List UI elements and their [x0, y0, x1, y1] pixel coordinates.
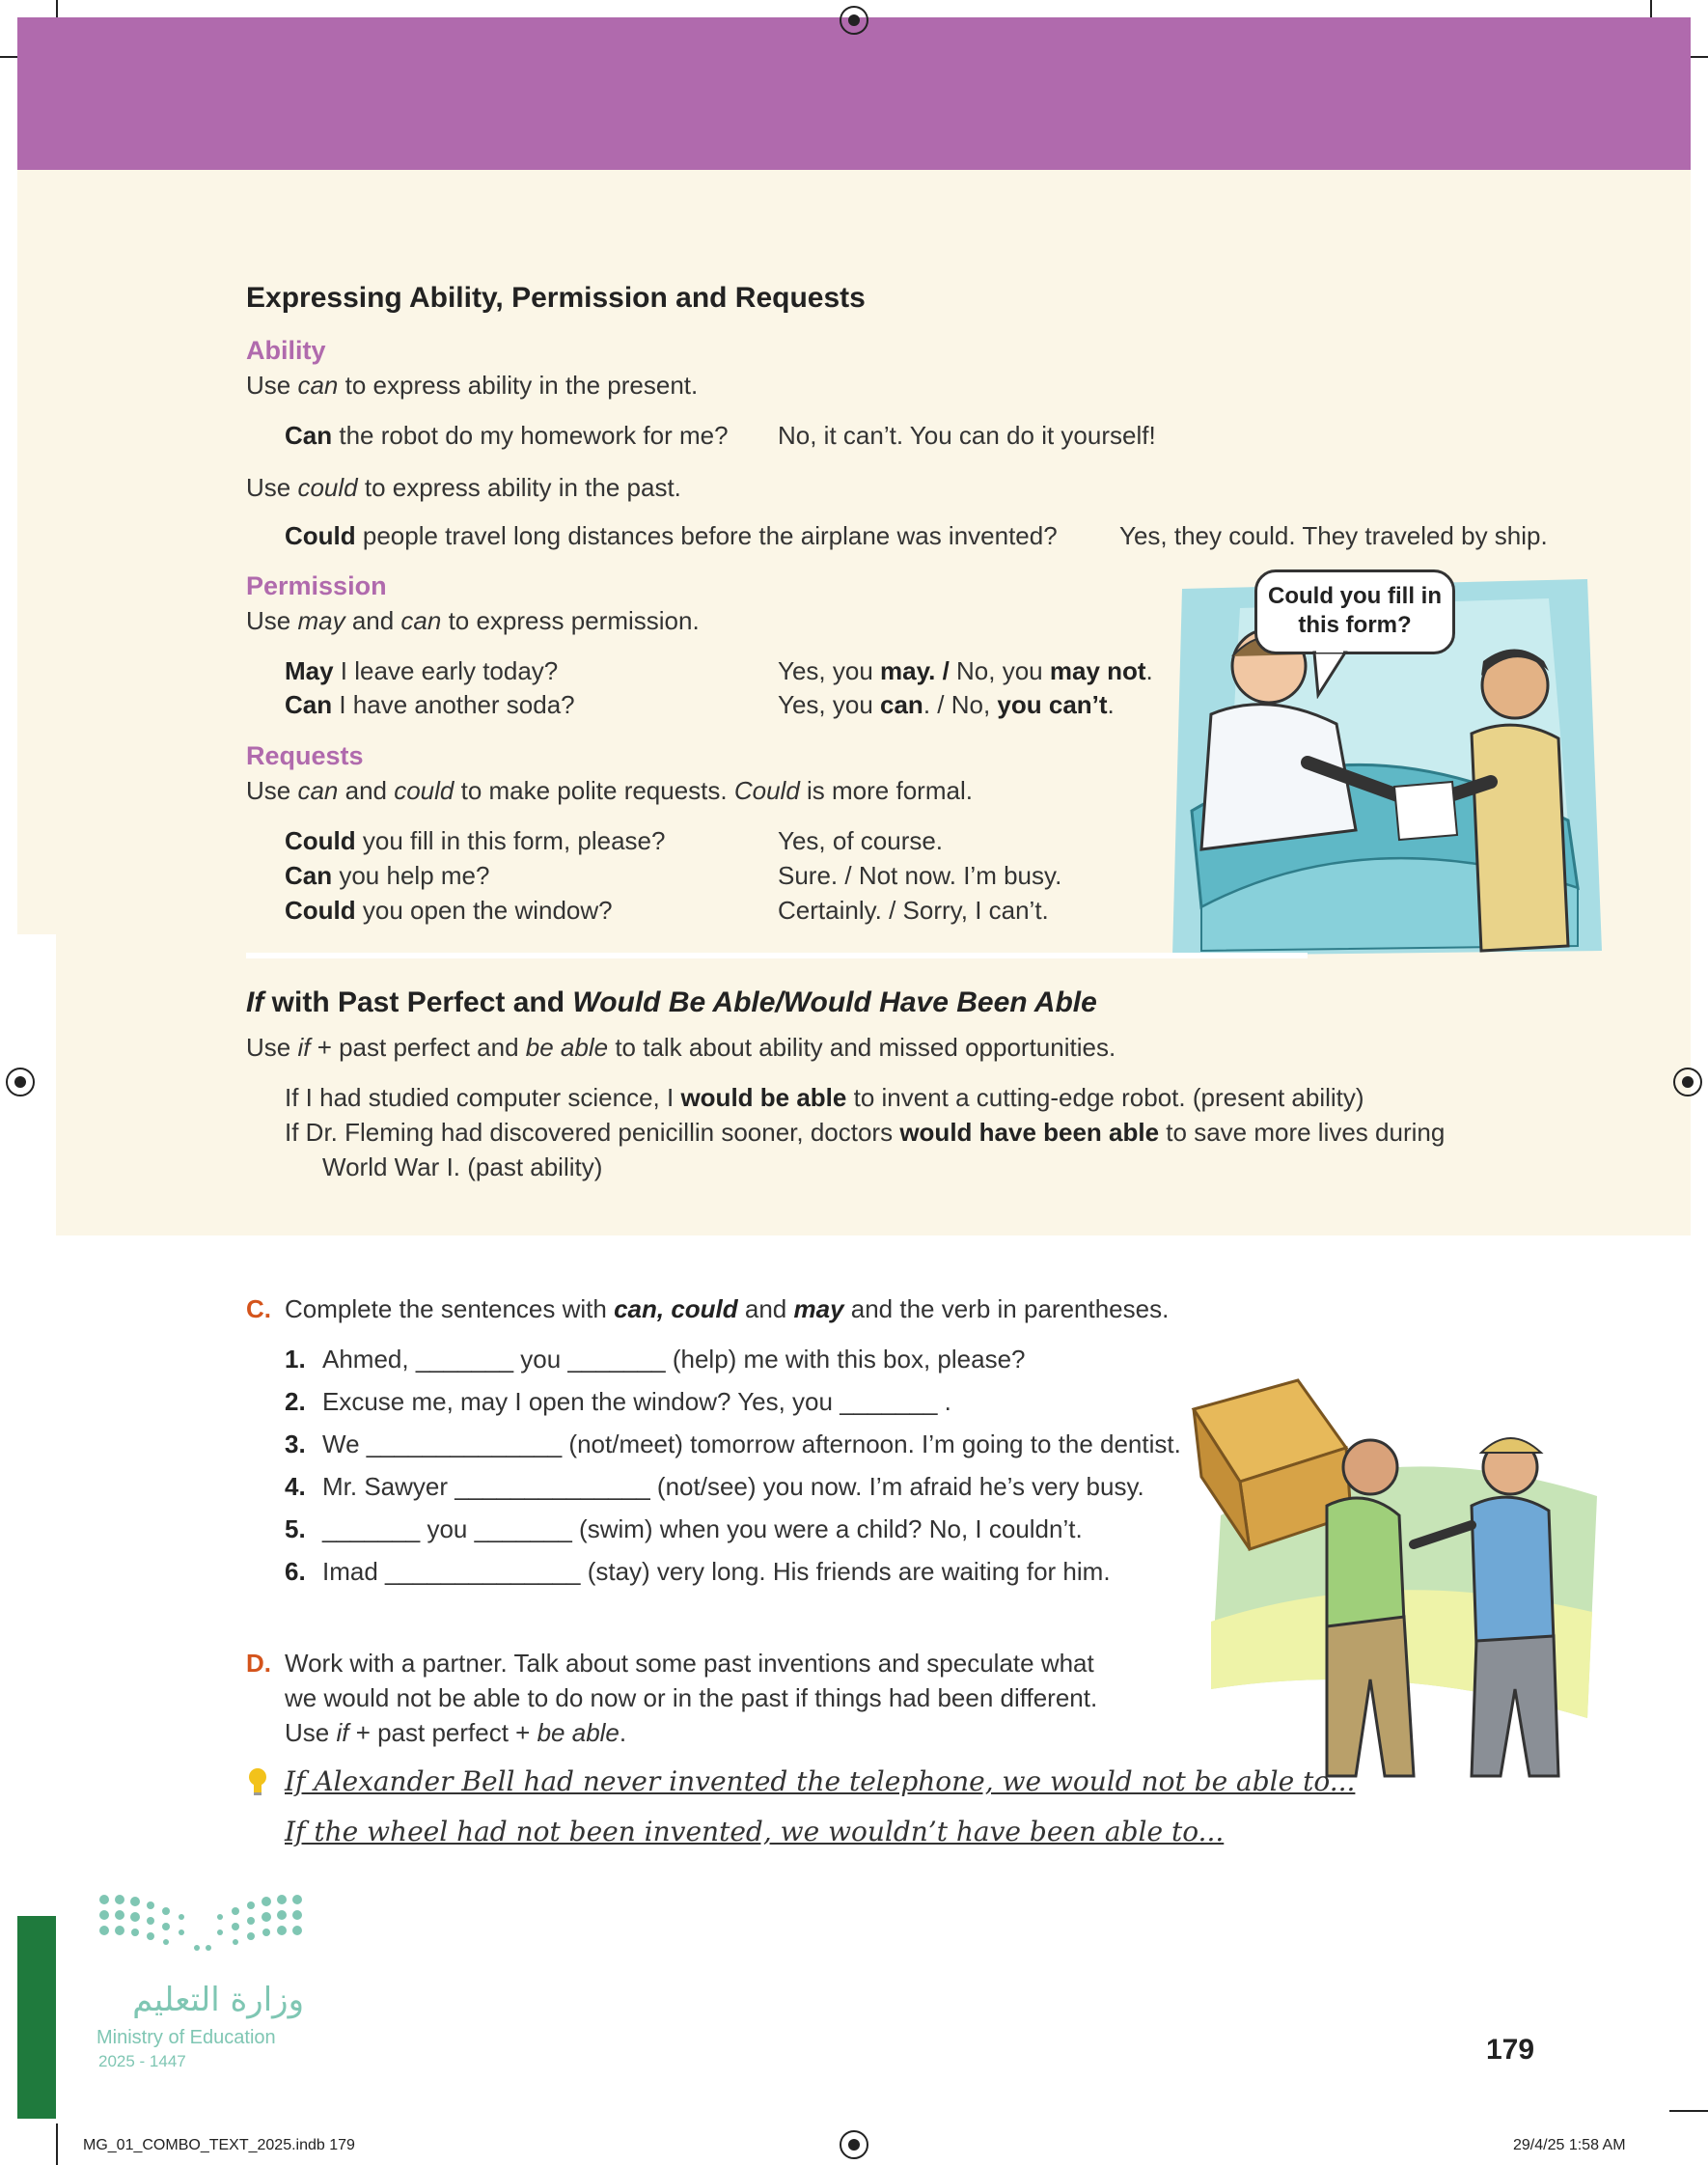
boxes-illustration [1182, 1371, 1597, 1786]
exercise-item: We ______________ (not/meet) tomorrow afternoon. I’m going to the dentist. [322, 1429, 1181, 1458]
section-divider [246, 953, 1308, 958]
speech-bubble-tail [1312, 651, 1351, 699]
permission-heading: Permission [246, 571, 387, 600]
requests-example-answer: Yes, of course. [778, 826, 944, 855]
ministry-logo-arabic: وزارة التعليم [132, 1981, 304, 2019]
ability-rule-past: Use could to express ability in the past. [246, 473, 681, 502]
permission-rule: Use may and can to express permission. [246, 606, 700, 635]
section-title: Expressing Ability, Permission and Requests [246, 282, 866, 314]
ability-example-question: Can the robot do my homework for me? [285, 421, 729, 450]
requests-example-question: Could you fill in this form, please? [285, 826, 666, 855]
ministry-logo-year: 2025 - 1447 [98, 2052, 186, 2070]
section2-rule: Use if + past perfect and be able to talk about ability and missed opportunities. [246, 1033, 1116, 1062]
requests-rule: Use can and could to make polite requests. Could is more formal. [246, 776, 973, 805]
exercise-item-number: 5. [285, 1514, 306, 1543]
ability-example-answer: No, it can’t. You can do it yourself! [778, 421, 1156, 450]
exercise-item-number: 1. [285, 1345, 306, 1374]
section2-example-continued: World War I. (past ability) [322, 1152, 603, 1181]
exercise-c-instructions: Complete the sentences with can, could and may and the verb in parentheses. [285, 1294, 1170, 1323]
exercise-item: Excuse me, may I open the window? Yes, you _______ . [322, 1387, 951, 1416]
edge-decoration [17, 1916, 56, 2119]
exercise-d-label: D. [246, 1649, 271, 1678]
requests-heading: Requests [246, 741, 364, 770]
exercise-item: Mr. Sawyer ______________ (not/see) you now. I’m afraid he’s very busy. [322, 1472, 1144, 1501]
permission-example-answer: Yes, you can. / No, you can’t. [778, 690, 1115, 719]
ability-example-question: Could people travel long distances before the airplane was invented? [285, 521, 1058, 550]
exercise-item: _______ you _______ (swim) when you were a child? No, I couldn’t. [322, 1514, 1083, 1543]
requests-example-question: Can you help me? [285, 861, 490, 890]
ability-heading: Ability [246, 336, 326, 365]
ministry-logo-dots [96, 1892, 309, 1959]
example-sentence: If Alexander Bell had never invented the telephone, we would not be able to... [285, 1765, 1356, 1797]
exercise-item-number: 2. [285, 1387, 306, 1416]
ministry-logo-english: Ministry of Education [96, 2027, 276, 2048]
exercise-item-number: 6. [285, 1557, 306, 1586]
permission-example-answer: Yes, you may. / No, you may not. [778, 656, 1153, 685]
example-sentence: If the wheel had not been invented, we wouldn’t have been able to... [285, 1816, 1225, 1847]
header-banner [17, 17, 1691, 170]
exercise-item-number: 4. [285, 1472, 306, 1501]
exercise-item: Ahmed, _______ you _______ (help) me with this box, please? [322, 1345, 1026, 1374]
requests-example-question: Could you open the window? [285, 896, 613, 925]
speech-bubble: Could you fill in this form? [1254, 569, 1455, 654]
requests-example-answer: Certainly. / Sorry, I can’t. [778, 896, 1049, 925]
exercise-d-line: Use if + past perfect + be able. [285, 1718, 627, 1747]
crop-mark [56, 2123, 58, 2165]
registration-mark-icon [1673, 1068, 1702, 1096]
section2-example: If I had studied computer science, I would be able to invent a cutting-edge robot. (present ability) [285, 1083, 1364, 1112]
registration-mark-icon [840, 6, 868, 35]
footer-timestamp: 29/4/25 1:58 AM [1513, 2137, 1626, 2153]
exercise-d-line: we would not be able to do now or in the past if things had been different. [285, 1683, 1098, 1712]
ability-rule-present: Use can to express ability in the present. [246, 371, 699, 400]
page-number: 179 [1486, 2034, 1535, 2066]
exercise-item: Imad ______________ (stay) very long. His friends are waiting for him. [322, 1557, 1111, 1586]
exercise-item-number: 3. [285, 1429, 306, 1458]
permission-example-question: Can I have another soda? [285, 690, 575, 719]
section2-title: If with Past Perfect and Would Be Able/Would Have Been Able [246, 986, 1097, 1018]
exercise-c-label: C. [246, 1294, 271, 1323]
lightbulb-icon [247, 1766, 268, 1797]
requests-example-answer: Sure. / Not now. I’m busy. [778, 861, 1062, 890]
footer-file-info: MG_01_COMBO_TEXT_2025.indb 179 [83, 2137, 355, 2153]
registration-mark-icon [840, 2130, 868, 2159]
registration-mark-icon [6, 1068, 35, 1096]
exercise-d-line: Work with a partner. Talk about some past inventions and speculate what [285, 1649, 1094, 1678]
section2-example: If Dr. Fleming had discovered penicillin sooner, doctors would have been able to save more lives during [285, 1118, 1446, 1147]
crop-mark [1669, 2110, 1708, 2112]
ability-example-answer: Yes, they could. They traveled by ship. [1119, 521, 1548, 550]
permission-example-question: May I leave early today? [285, 656, 559, 685]
